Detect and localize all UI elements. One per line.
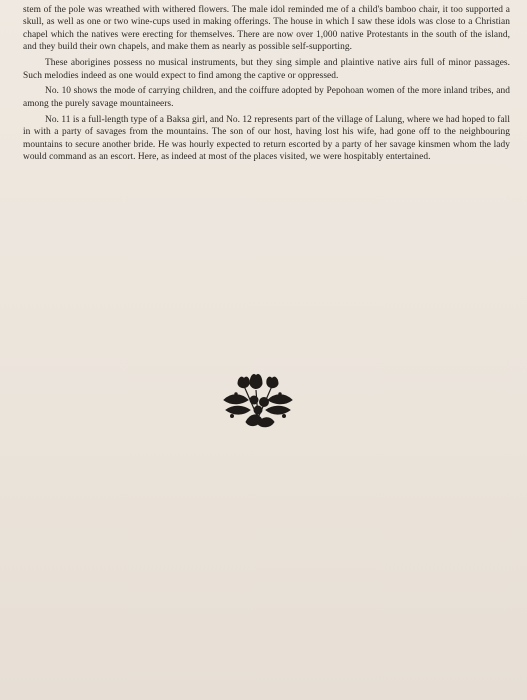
paragraph-no-11: No. 11 is a full-length type of a Baksa girl, and No. 12 represents part of the village of Lalung, where we had hoped to fall in with a party of savages from the mountains. The son of our host, having lost his wife, had gone off to the neighbouring mountains to secure another bride. He was hourly expected to return escorted by a party of her savage kinsmen whom the lady would command as an escort. Here, as indeed at most of the places visited, we were hospitably entertained. xyxy=(23,114,510,162)
paragraph-no-10: No. 10 shows the mode of carrying children, and the coiffure adopted by Pepohoan women of the more inland tribes, and among the purely savage mountaineers. xyxy=(23,86,510,109)
body-text xyxy=(23,4,510,163)
paragraph-music: These aborigines possess no musical instruments, but they sing simple and plaintive native airs full of minor passages. Such melodies indeed as one would expect to find among the captive or oppressed. xyxy=(23,58,510,81)
floral-vignette-icon xyxy=(218,370,298,430)
paragraph-continuation: stem of the pole was wreathed with withered flowers. The male idol reminded me of a child's bamboo chair, it too supported a skull, as well as one or two wine-cups used in making offerings. The house in which I saw these idols was close to a Christian chapel which the natives were erecting for themselves. There are now over 1,000 native Protestants in the south of the island, and they build their own chapels, and make them as nearly as possible self-supporting. xyxy=(23,5,510,53)
